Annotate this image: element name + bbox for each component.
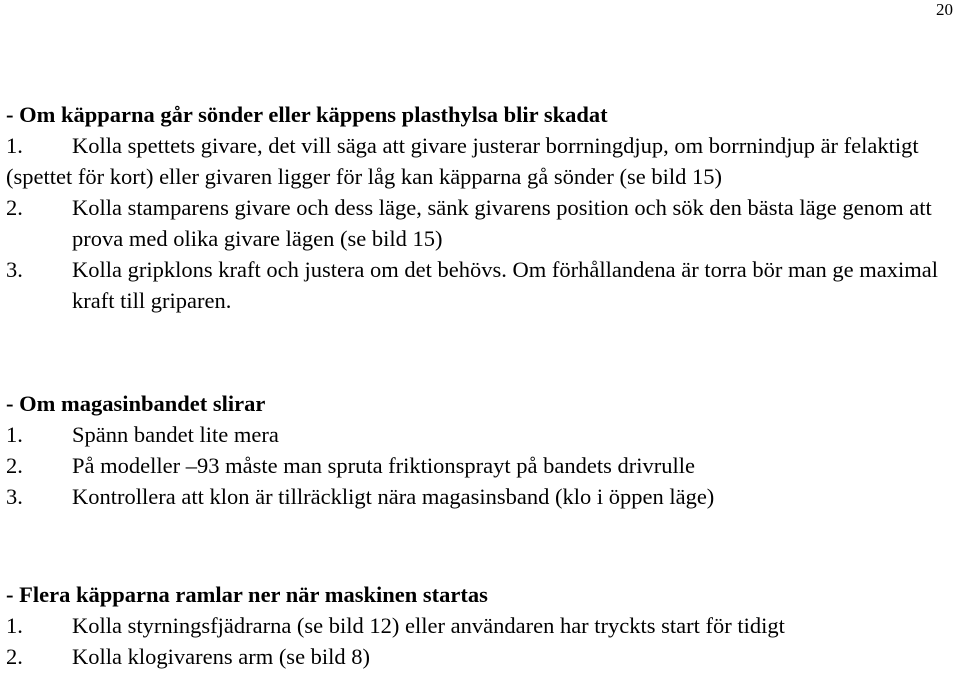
list-item <box>6 481 953 512</box>
list-item <box>6 130 953 192</box>
list-item <box>6 419 953 450</box>
list-item-number: 2. <box>6 644 23 669</box>
list-item-text: Kolla spettets givare, det vill säga att givare justerar borrningdjup, om borrnindjup är felaktigt (spettet för kort) eller givaren ligger för låg kan käpparna gå sönder (se bild 15) <box>6 133 919 189</box>
section-kapparna-ramlar-ner <box>6 580 953 672</box>
section-heading: - Om magasinbandet slirar <box>6 391 266 416</box>
list-item-number: 2. <box>6 453 23 478</box>
list-item-number: 2. <box>6 195 23 220</box>
list-item-text: Kolla klogivarens arm (se bild 8) <box>72 644 371 669</box>
list-item <box>6 610 953 641</box>
list-item <box>6 641 953 672</box>
list-item-text: På modeller –93 måste man spruta friktionsprayt på bandets drivrulle <box>72 453 695 478</box>
list-item-text: Kolla stamparens givare och dess läge, sänk givarens position och sök den bästa läge genom att prova med olika givare lägen (se bild 15) <box>72 195 932 251</box>
section-heading: - Om käpparna går sönder eller käppens plasthylsa blir skadat <box>6 102 608 127</box>
list-item <box>6 254 953 316</box>
page-number: 20 <box>936 0 953 19</box>
list-item-number: 3. <box>6 257 23 282</box>
list-item <box>6 192 953 254</box>
list-item-number: 1. <box>6 422 23 447</box>
list-item-text: Kontrollera att klon är tillräckligt nära magasinsband (klo i öppen läge) <box>72 484 715 509</box>
list-item <box>6 450 953 481</box>
section-heading: - Flera käpparna ramlar ner när maskinen startas <box>6 582 488 607</box>
list-item-text: Spänn bandet lite mera <box>72 422 279 447</box>
list-item-text: Kolla styrningsfjädrarna (se bild 12) eller användaren har tryckts start för tidigt <box>72 613 785 638</box>
section-magasinbandet-slirar <box>6 389 953 512</box>
list-item-number: 3. <box>6 484 23 509</box>
section-kapparna-gar-sonder <box>6 100 953 316</box>
list-item-text: Kolla gripklons kraft och justera om det behövs. Om förhållandena är torra bör man ge maximal kraft till griparen. <box>72 257 938 313</box>
list-item-number: 1. <box>6 133 23 158</box>
list-item-number: 1. <box>6 613 23 638</box>
